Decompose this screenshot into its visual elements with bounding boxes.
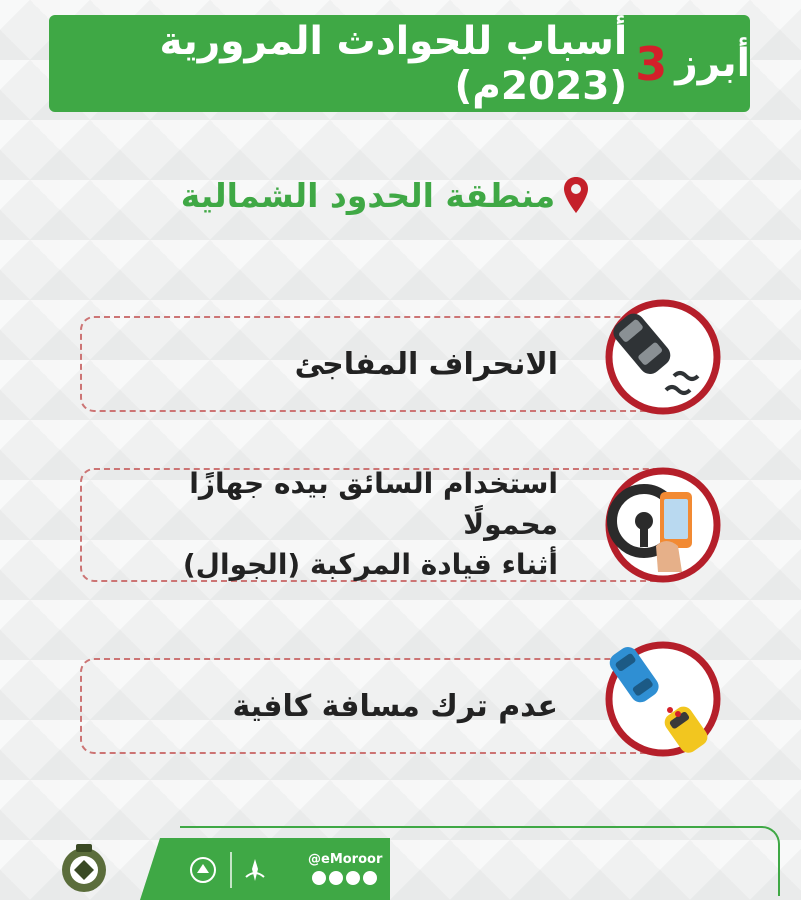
- swerving-car-icon: [604, 298, 722, 416]
- ministry-logo-icon: [188, 855, 218, 885]
- youtube-icon[interactable]: [346, 871, 360, 885]
- location-pin-icon: [563, 176, 589, 214]
- title-prefix: أبرز: [675, 41, 750, 86]
- footer-divider: [230, 852, 232, 888]
- phone-while-driving-icon: [604, 466, 722, 584]
- title-banner: [49, 15, 750, 112]
- cause-text-line: استخدام السائق بيده جهازًا محمولًا: [189, 467, 558, 541]
- cause-item: [80, 316, 670, 412]
- title-number: 3: [635, 36, 668, 91]
- cause-text: الانحراف المفاجئ: [294, 346, 558, 382]
- twitter-icon[interactable]: [312, 871, 326, 885]
- cause-item: [80, 658, 670, 754]
- cause-item: [80, 468, 670, 582]
- traffic-police-emblem-icon: [56, 840, 112, 896]
- region-name: منطقة الحدود الشمالية: [180, 175, 556, 215]
- social-icons: [312, 871, 377, 885]
- tailgating-cars-icon: [604, 640, 722, 758]
- region-heading: [150, 165, 620, 225]
- title-suffix: أسباب للحوادث المرورية (2023م): [159, 18, 628, 109]
- cause-text-line: أثناء قيادة المركبة (الجوال): [182, 548, 558, 582]
- saudi-emblem-icon: [240, 855, 270, 885]
- social-handle[interactable]: @eMoroor: [308, 852, 383, 867]
- cause-text: عدم ترك مسافة كافية: [232, 688, 558, 724]
- facebook-icon[interactable]: [329, 871, 343, 885]
- instagram-icon[interactable]: [363, 871, 377, 885]
- cause-text: [102, 464, 558, 586]
